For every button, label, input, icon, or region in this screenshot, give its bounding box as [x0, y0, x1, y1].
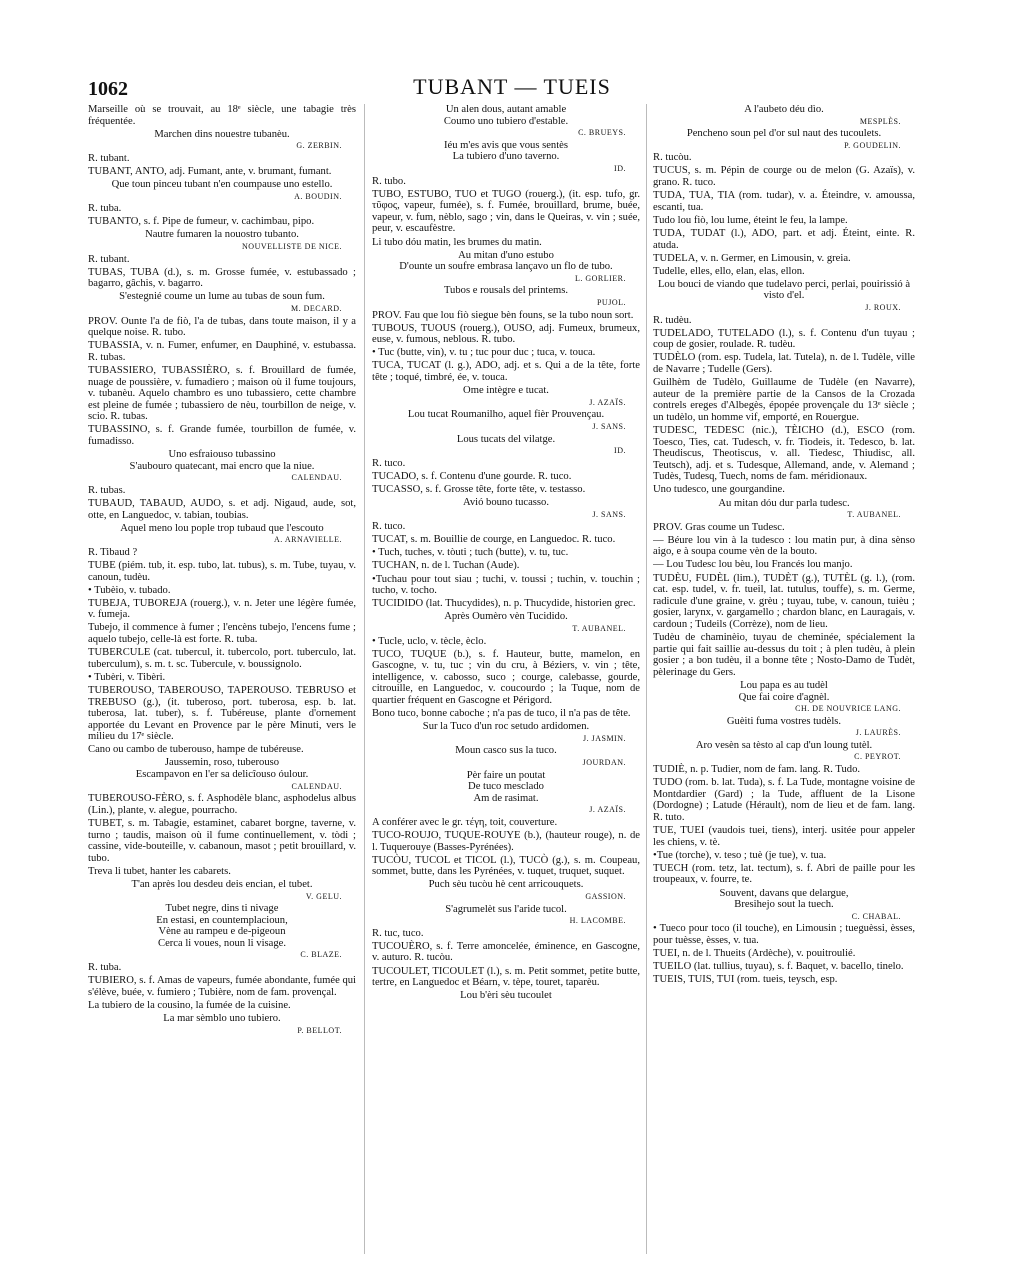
dictionary-entry: TUEILO (lat. tullius, tuyau), s. f. Baquet, v. bacello, tinelo.: [653, 961, 904, 973]
quotation-line: Puch sèu tucòu hè cent arricouquets.: [428, 879, 584, 891]
quotation-author: CH. DE NOUVRICE LANG.: [795, 704, 901, 714]
dictionary-entry: TUBAS, TUBA (d.), s. m. Grosse fumée, v. estubassado ; bagarro, gâchis, v. bagarro.: [88, 266, 356, 290]
quotation-author: J. LAURÈS.: [855, 728, 901, 738]
quotation-line: S'aubouro quatecant, mai encro que la niue.: [129, 460, 315, 472]
dictionary-entry: TUBASSIERO, TUBASSIÈRO, s. f. Brouillard de fumée, nuage de poussière, v. fumadiero ; maison où il fume toujours, v. tubanèu. Aquelo chambro es uno tubassiero, cette chambre est pleine de fumée ; tubassiero de nèu, tourbillon de neige, v. scio. R. tubas.: [88, 364, 356, 423]
dictionary-entry: TUBET, s. m. Tabagie, estaminet, cabaret borgne, taverne, v. turno ; taudis, maison où il fume continuellement, v. tòdi ; cassine, vide-bouteille, v. cabanoun, masot ; petit brouillard, v. tubo.: [88, 817, 356, 864]
quotation-author: J. SANS.: [592, 421, 626, 431]
quotation-line: Moun casco sus la tuco.: [455, 745, 557, 757]
dictionary-entry: PROV. Fau que lou fiò siegue bèn founs, se la tubo noun sort.: [372, 309, 634, 321]
quotation-line: Jaussemin, roso, tuberouso: [164, 757, 280, 769]
dictionary-entry: • Tueco pour toco (il touche), en Limousin ; tueguèssi, èsses, pour tuèsse, èsses, v. tua.: [653, 923, 915, 946]
quotation-line: Lou bouci de viando que tudelavo perci, perlai, pouirissió à visto d'el.: [657, 278, 911, 302]
dictionary-entry: TUDÈU, FUDÈL (lim.), TUDÈT (g.), TUTÈL (g. l.), (rom. cat. esp. tudel, v. fr. tueil, lat. tutulus, touffe), s. m. Germe, radicule d'une graine, v. grèu ; tuyau, tube, v. canoun, tuièu ; gosier, larynx, v. gargamello ; chardon blanc, en Lauragais, v. cardoun ; Tudeils (Corrèze), nom de lieu.: [653, 572, 915, 630]
quotation-line: Aquel meno lou pople trop tubaud que l'escouto: [120, 522, 324, 534]
quotation-line: Escampavon en l'er sa delicîouso óulour.: [135, 769, 309, 781]
dictionary-entry: Bono tuco, bonne caboche ; n'a pas de tuco, il n'a pas de tête.: [372, 708, 631, 720]
dictionary-entry: TUCHAN, n. de l. Tuchan (Aude).: [372, 560, 520, 572]
dictionary-entry: • Tuc (butte, vin), v. tu ; tuc pour duc ; tuca, v. touca.: [372, 347, 596, 359]
quotation-line: Après Oumèro vèn Tucidido.: [444, 611, 568, 623]
dictionary-entry: • Tucle, uclo, v. tècle, èclo.: [372, 635, 487, 647]
dictionary-entry: TUCUS, s. m. Pépin de courge ou de melon (G. Azaïs), v. grano. R. tuco.: [653, 165, 915, 189]
dictionary-entry: TUDELADO, TUTELADO (l.), s. f. Contenu d'un tuyau ; coup de gosier, roulade. R. tudèu.: [653, 327, 915, 351]
dictionary-entry: TUCOULET, TICOULET (l.), s. m. Petit sommet, petite butte, tertre, en Languedoc et Béarn, v. tèpe, touret, taparèu.: [372, 965, 640, 989]
quotation-line: Am de rasimat.: [473, 792, 539, 804]
quotation-line: Un alen dous, autant amable: [445, 104, 567, 115]
quotation-author: PUJOL.: [596, 298, 626, 307]
quotation-line: Coumo uno tubiero d'estable.: [443, 115, 569, 127]
dictionary-entry: Tudo lou fiò, lou lume, éteint le feu, la lampe.: [653, 214, 848, 226]
column-divider: [646, 104, 647, 1254]
quotation-author: V. GELU.: [305, 891, 342, 901]
dictionary-entry: TUCA, TUCAT (l. g.), ADO, adj. et s. Qui a de la tête, forte tête ; toqué, timbré, ée, v. touca.: [372, 360, 640, 384]
dictionary-entry: TUBAUD, TABAUD, AUDO, s. et adj. Nigaud, aude, sot, otte, en Languedoc, v. tabian, toubias.: [88, 498, 356, 521]
dictionary-entry: TUBANT, ANTO, adj. Fumant, ante, v. brumant, fumant.: [88, 165, 332, 177]
dictionary-entry: PROV. Gras coume un Tudesc.: [653, 521, 785, 533]
quotation-line: Guèiti fuma vostres tudèls.: [726, 715, 842, 727]
dictionary-entry: Guilhèm de Tudèlo, Guillaume de Tudèle (en Navarre), auteur de la première partie de la Cansos de la Crozada contrels ereges d'Albegès, épopée provençale du 13ᵉ siècle ; un tudèlo, un homme vif, emporté, en Rouergue.: [653, 377, 915, 423]
quotation-author: C. PEYROT.: [854, 752, 901, 762]
quotation-author: A. ARNAVIELLE.: [274, 535, 342, 545]
quotation-line: Souvent, davans que delargue,: [719, 887, 849, 899]
quotation-line: T'an après lou desdeu deis encian, el tubet.: [131, 878, 313, 890]
quotation-author: GASSION.: [585, 892, 626, 901]
quotation-author: J. JASMIN.: [582, 733, 626, 743]
quotation-line: De tuco mesclado: [468, 781, 544, 793]
dictionary-entry: TUBERCULE (cat. tubercul, it. tubercolo, port. tuberculo, lat. tuberculum), s. m. t. sc. Tubercule, v. boussignolo.: [88, 647, 356, 670]
dictionary-entry: TUDESC, TEDESC (nic.), TÈICHO (d.), ESCO (rom. Toesco, Ties, cat. Tudesch, v. fr. Tiodeis, it. Tedesco, b. lat. Theudiscus, Theotiscus, v. all. Tiedesc, Thiudisc, all. Teutsch), adj. et s. Tudesque, Allemand, ande, v. Alemand ; Tudès, Tudesq, Tuech, noms de fam. méridionaux.: [653, 424, 915, 483]
quotation-author: L. GORLIER.: [574, 273, 626, 283]
quotation-line: S'agrumelèt sus l'aride tucol.: [445, 903, 567, 915]
quotation-line: Pèr faire un poutat: [466, 769, 546, 781]
quotation-author: A. BOUDIN.: [294, 191, 342, 201]
dictionary-entry: R. Tibaud ?: [88, 546, 138, 558]
quotation-author: JOURDAN.: [582, 757, 626, 767]
quotation-line: En estasi, en countemplacioun,: [156, 914, 288, 926]
dictionary-entry: TUCO-ROUJO, TUQUE-ROUYE (b.), (hauteur rouge), n. de l. Tuquerouye (Basses-Pyrénées).: [372, 830, 640, 853]
quotation-line: Lou papa es au tudèl: [740, 679, 828, 691]
quotation-line: Lou tucat Roumanilho, aquel fièr Prouvençau.: [407, 409, 605, 421]
column-middle: [372, 104, 640, 1264]
dictionary-entry: Cano ou cambo de tuberouso, hampe de tubéreuse.: [88, 744, 304, 756]
dictionary-entry: TUBO, ESTUBO, TUO et TUGO (rouerg.), (it. esp. tufo, gr. τῦφος, vapeur, fumée), s. f. Fumée, brouillard, brume, buée, vapeur, v. fum, nèblo, sago ; vin, dans le Queiras, v. vin ; suée, peur, v. escaufèstre.: [372, 188, 640, 235]
quotation-line: Pencheno soun pel d'or sul naut des tucoulets.: [686, 128, 882, 140]
quotation-line: A l'aubeto déu dìo.: [744, 104, 824, 115]
quotation-line: Bresihejo sout la tuech.: [734, 899, 834, 911]
dictionary-entry: R. tuco.: [372, 521, 406, 533]
quotation-author: G. ZERBIN.: [296, 141, 342, 151]
dictionary-entry: TUCASSO, s. f. Grosse tête, forte tête, v. testasso.: [372, 483, 586, 495]
quotation-author: J. SANS.: [592, 509, 626, 519]
dictionary-entry: TUEI, n. de l. Thueits (Ardèche), v. pouitroulié.: [653, 947, 856, 959]
dictionary-entry: TUCO, TUQUE (b.), s. f. Hauteur, butte, mamelon, en Gascogne, v. tu, tuc ; vin du cru, à Béziers, v. vin ; tête, intelligence, v. cabosso, suco ; courge, calebasse, gourde, citrouille, en Languedoc, v. coucourdo ; la Tuque, nom de quartier fréquent en Gascogne et Périgord.: [372, 648, 640, 706]
quotation-line: Ome intègre e tucat.: [463, 385, 549, 397]
quotation-author: NOUVELLISTE DE NICE.: [242, 242, 342, 252]
quotation-line: Que fai coire d'agnèl.: [738, 691, 830, 703]
quotation-line: Avió bouno tucasso.: [462, 497, 550, 508]
quotation-author: ID.: [614, 163, 626, 173]
dictionary-entry: TUDO (rom. b. lat. Tuda), s. f. La Tude, montagne voisine de Montdardier (Gard) ; la Tude, affluent de la Lisone (Dordogne) ; Latude (Hérault), nom de lieu et de fam. lang. R. tuto.: [653, 777, 915, 823]
dictionary-entry: R. tuco.: [372, 457, 406, 469]
dictionary-entry: TUEIS, TUIS, TUI (rom. tueis, teysch, esp.: [653, 974, 838, 986]
dictionary-entry: TUDÈLO (rom. esp. Tudela, lat. Tutela), n. de l. Tudèle, ville de Navarre ; Tudelle (Gers).: [653, 352, 915, 375]
quotation-author: T. AUBANEL.: [847, 510, 901, 520]
dictionary-entry: R. tuba.: [88, 203, 122, 215]
dictionary-entry: Tudelle, elles, ello, elan, elas, ellon.: [653, 265, 805, 277]
dictionary-entry: TUBANTO, s. f. Pipe de fumeur, v. cachimbau, pipo.: [88, 216, 315, 228]
dictionary-entry: A conférer avec le gr. τέγη, toit, couverture.: [372, 816, 558, 828]
dictionary-entry: Uno tudesco, une gourgandine.: [653, 484, 785, 496]
quotation-line: Uno esfraiouso tubassino: [168, 449, 276, 461]
quotation-author: C. CHABAL.: [851, 911, 901, 921]
quotation-author: CALENDAU.: [291, 473, 342, 483]
dictionary-entry: R. tuc, tuco.: [372, 927, 424, 939]
quotation-line: Au mitan dóu dur parla tudesc.: [718, 497, 850, 509]
quotation-line: Tubos e rousals del printems.: [443, 285, 569, 297]
dictionary-entry: R. tubas.: [88, 484, 126, 496]
quotation-line: Iéu m'es avis que vous sentès: [443, 139, 568, 151]
quotation-line: Nautre fumaren la nouostro tubanto.: [145, 229, 299, 241]
quotation-author: T. AUBANEL.: [572, 623, 626, 633]
column-right: [653, 104, 915, 1264]
quotation-line: Vène au rampeu e de-pigeoun: [158, 926, 286, 938]
dictionary-entry: TUBOUS, TUOUS (rouerg.), OUSO, adj. Fumeux, brumeux, euse, v. fumous, neblous. R. tubo.: [372, 322, 640, 346]
dictionary-entry: TUDA, TUA, TIA (rom. tudar), v. a. Éteindre, v. amoussa, escanti, tua.: [653, 190, 915, 213]
dictionary-entry: — Béure lou vin à la tudesco : lou matin pur, à dina sènso aigo, e à soupa coume vèn de la bouto.: [653, 534, 915, 558]
dictionary-entry: R. tubant.: [88, 253, 130, 265]
dictionary-entry: TUBEROUSO-FÈRO, s. f. Asphodèle blanc, asphodelus albus (Lin.), plante, v. alegue, pourracho.: [88, 793, 356, 816]
quotation-line: Cerca li voues, noun li visage.: [158, 937, 286, 949]
dictionary-entry: TUBEROUSO, TABEROUSO, TAPEROUSO. TEBRUSO et TREBUSO (g.), (it. tuberoso, port. tuberosa, esp. b. lat. tuberosa, lat. tuber), s. f. Tubéreuse, plante d'ornement apportée du Levant en Provence par le père Minuti, vers le milieu du 17ᵉ siècle.: [88, 684, 356, 743]
dictionary-entry: TUCAT, s. m. Bouillie de courge, en Languedoc. R. tuco.: [372, 534, 616, 546]
dictionary-entry: TUCIDIDO (lat. Thucydides), n. p. Thucydide, historien grec.: [372, 598, 636, 610]
quotation-line: D'ounte un soufre embrasa lançavo un flo de tubo.: [399, 261, 613, 273]
quotation-line: Aro vesèn sa tèsto al cap d'un loung tutèl.: [695, 739, 873, 751]
quotation-author: P. BELLOT.: [297, 1025, 342, 1035]
dictionary-entry: Marseille où se trouvait, au 18ᵉ siècle, une tabagie très fréquentée.: [88, 104, 356, 127]
dictionary-entry: TUBIERO, s. f. Amas de vapeurs, fumée abondante, fumée qui s'élève, buée, v. fumiero ; Tubière, nom de fam. provençal.: [88, 975, 356, 998]
dictionary-entry: TUCÒU, TUCOL et TICOL (l.), TUCÒ (g.), s. m. Coupeau, sommet, butte, dans les Pyrénées, v. tuquet, truquet, suquet.: [372, 854, 640, 878]
quotation-author: M. DECARD.: [290, 304, 342, 313]
column-left: [88, 104, 356, 1264]
dictionary-entry: TUBASSINO, s. f. Grande fumée, tourbillon de fumée, v. fumadisso.: [88, 424, 356, 448]
dictionary-entry: R. tubo.: [372, 175, 406, 187]
quotation-author: C. BLAZE.: [300, 950, 342, 960]
dictionary-entry: •Tuchau pour tout siau ; tuchi, v. toussi ; tuchin, v. touchin ; tucho, v. tocho.: [372, 573, 640, 597]
quotation-author: MESPLÈS.: [859, 116, 901, 126]
dictionary-entry: R. tubant.: [88, 152, 130, 164]
dictionary-entry: •Tue (torche), v. teso ; tuè (je tue), v. tua.: [653, 849, 827, 861]
page-number: 1062: [88, 78, 128, 100]
quotation-line: S'estegnié coume un lume au tubas de soun fum.: [119, 291, 325, 303]
quotation-line: Sur la Tuco d'un roc setudo ardidomen.: [422, 721, 590, 733]
quotation-line: La tubiero d'uno taverno.: [452, 151, 560, 163]
dictionary-entry: • Tuch, tuches, v. tòuti ; tuch (butte), v. tu, tuc.: [372, 547, 569, 559]
dictionary-entry: La tubiero de la cousino, la fumée de la cuisine.: [88, 999, 291, 1011]
quotation-author: ID.: [614, 446, 626, 456]
dictionary-entry: Treva li tubet, hanter les cabarets.: [88, 865, 231, 877]
dictionary-entry: TUDELA, v. n. Germer, en Limousin, v. greia.: [653, 252, 851, 264]
dictionary-entry: R. tuba.: [88, 962, 122, 974]
quotation-line: Tubet negre, dins ti nivage: [165, 903, 279, 915]
dictionary-entry: TUDIÈ, n. p. Tudier, nom de fam. lang. R. Tudo.: [653, 764, 861, 776]
dictionary-entry: TUBASSIA, v. n. Fumer, enfumer, en Dauphiné, v. estubassa. R. tubas.: [88, 340, 356, 363]
quotation-line: Lous tucats del vilatge.: [456, 433, 556, 445]
dictionary-entry: R. tudèu.: [653, 314, 692, 326]
dictionary-entry: PROV. Ounte l'a de fiò, l'a de tubas, dans toute maison, il y a quelque noise. R. tubo.: [88, 315, 356, 339]
quotation-author: P. GOUDELIN.: [844, 140, 901, 150]
dictionary-entry: R. tucòu.: [653, 152, 692, 164]
quotation-line: Lou b'èri sèu tucoulet: [460, 990, 552, 1002]
dictionary-entry: TUBEJA, TUBOREJA (rouerg.), v. n. Jeter une légère fumée, v. fumeja.: [88, 597, 356, 621]
quotation-line: Marchen dins nouestre tubanèu.: [154, 128, 290, 140]
dictionary-entry: TUCADO, s. f. Contenu d'une gourde. R. tuco.: [372, 470, 572, 482]
quotation-line: Au mitan d'uno estubo: [458, 249, 554, 261]
quotation-author: J. ROUX.: [865, 303, 901, 312]
column-divider: [364, 104, 365, 1254]
dictionary-entry: — Lou Tudesc lou bèu, lou Francés lou manjo.: [653, 559, 853, 571]
dictionary-entry: TUBE (piém. tub, it. esp. tubo, lat. tubus), s. m. Tube, tuyau, v. canoun, tudèu.: [88, 559, 356, 583]
dictionary-entry: Tubejo, il commence à fumer ; l'encèns tubejo, l'encens fume ; aquelo tubejo, celle-là est forte. R. tuba.: [88, 622, 356, 646]
quotation-author: J. AZAÏS.: [589, 805, 626, 815]
dictionary-entry: • Tubèri, v. Tibèri.: [88, 671, 166, 683]
quotation-author: H. LACOMBE.: [569, 916, 626, 926]
quotation-author: CALENDAU.: [291, 781, 342, 791]
dictionary-entry: Li tubo dóu matin, les brumes du matin.: [372, 236, 542, 248]
dictionary-entry: TUDA, TUDAT (l.), ADO, part. et adj. Éteint, einte. R. atuda.: [653, 227, 915, 251]
quotation-author: C. BRUEYS.: [578, 128, 626, 138]
quotation-author: J. AZAÏS.: [589, 397, 626, 407]
dictionary-entry: TUE, TUEI (vaudois tuei, tiens), interj. usitée pour appeler les chiens, v. tè.: [653, 825, 915, 848]
dictionary-entry: • Tubèio, v. tubado.: [88, 584, 171, 596]
quotation-line: Que toun pinceu tubant n'en coumpause uno estello.: [111, 179, 333, 191]
quotation-line: La mar sèmblo uno tubiero.: [163, 1012, 281, 1024]
dictionary-entry: TUECH (rom. tetz, lat. tectum), s. f. Abri de paille pour les troupeaux, v. fourre, te.: [653, 862, 915, 886]
dictionary-entry: TUCOUÈRO, s. f. Terre amoncelée, éminence, en Gascogne, v. auturo. R. tucòu.: [372, 940, 640, 964]
page-title: TUBANT — TUEIS: [413, 74, 611, 99]
dictionary-entry: Tudèu de chaminèio, tuyau de cheminée, spécialement la partie qui fait saillie au-dessus du toit ; à plen tudèu, à plein gosier ; a bon tudèu, il a bonne tête ; Nosto-Damo de Tudèt, pèlerinage du Gers.: [653, 632, 915, 678]
